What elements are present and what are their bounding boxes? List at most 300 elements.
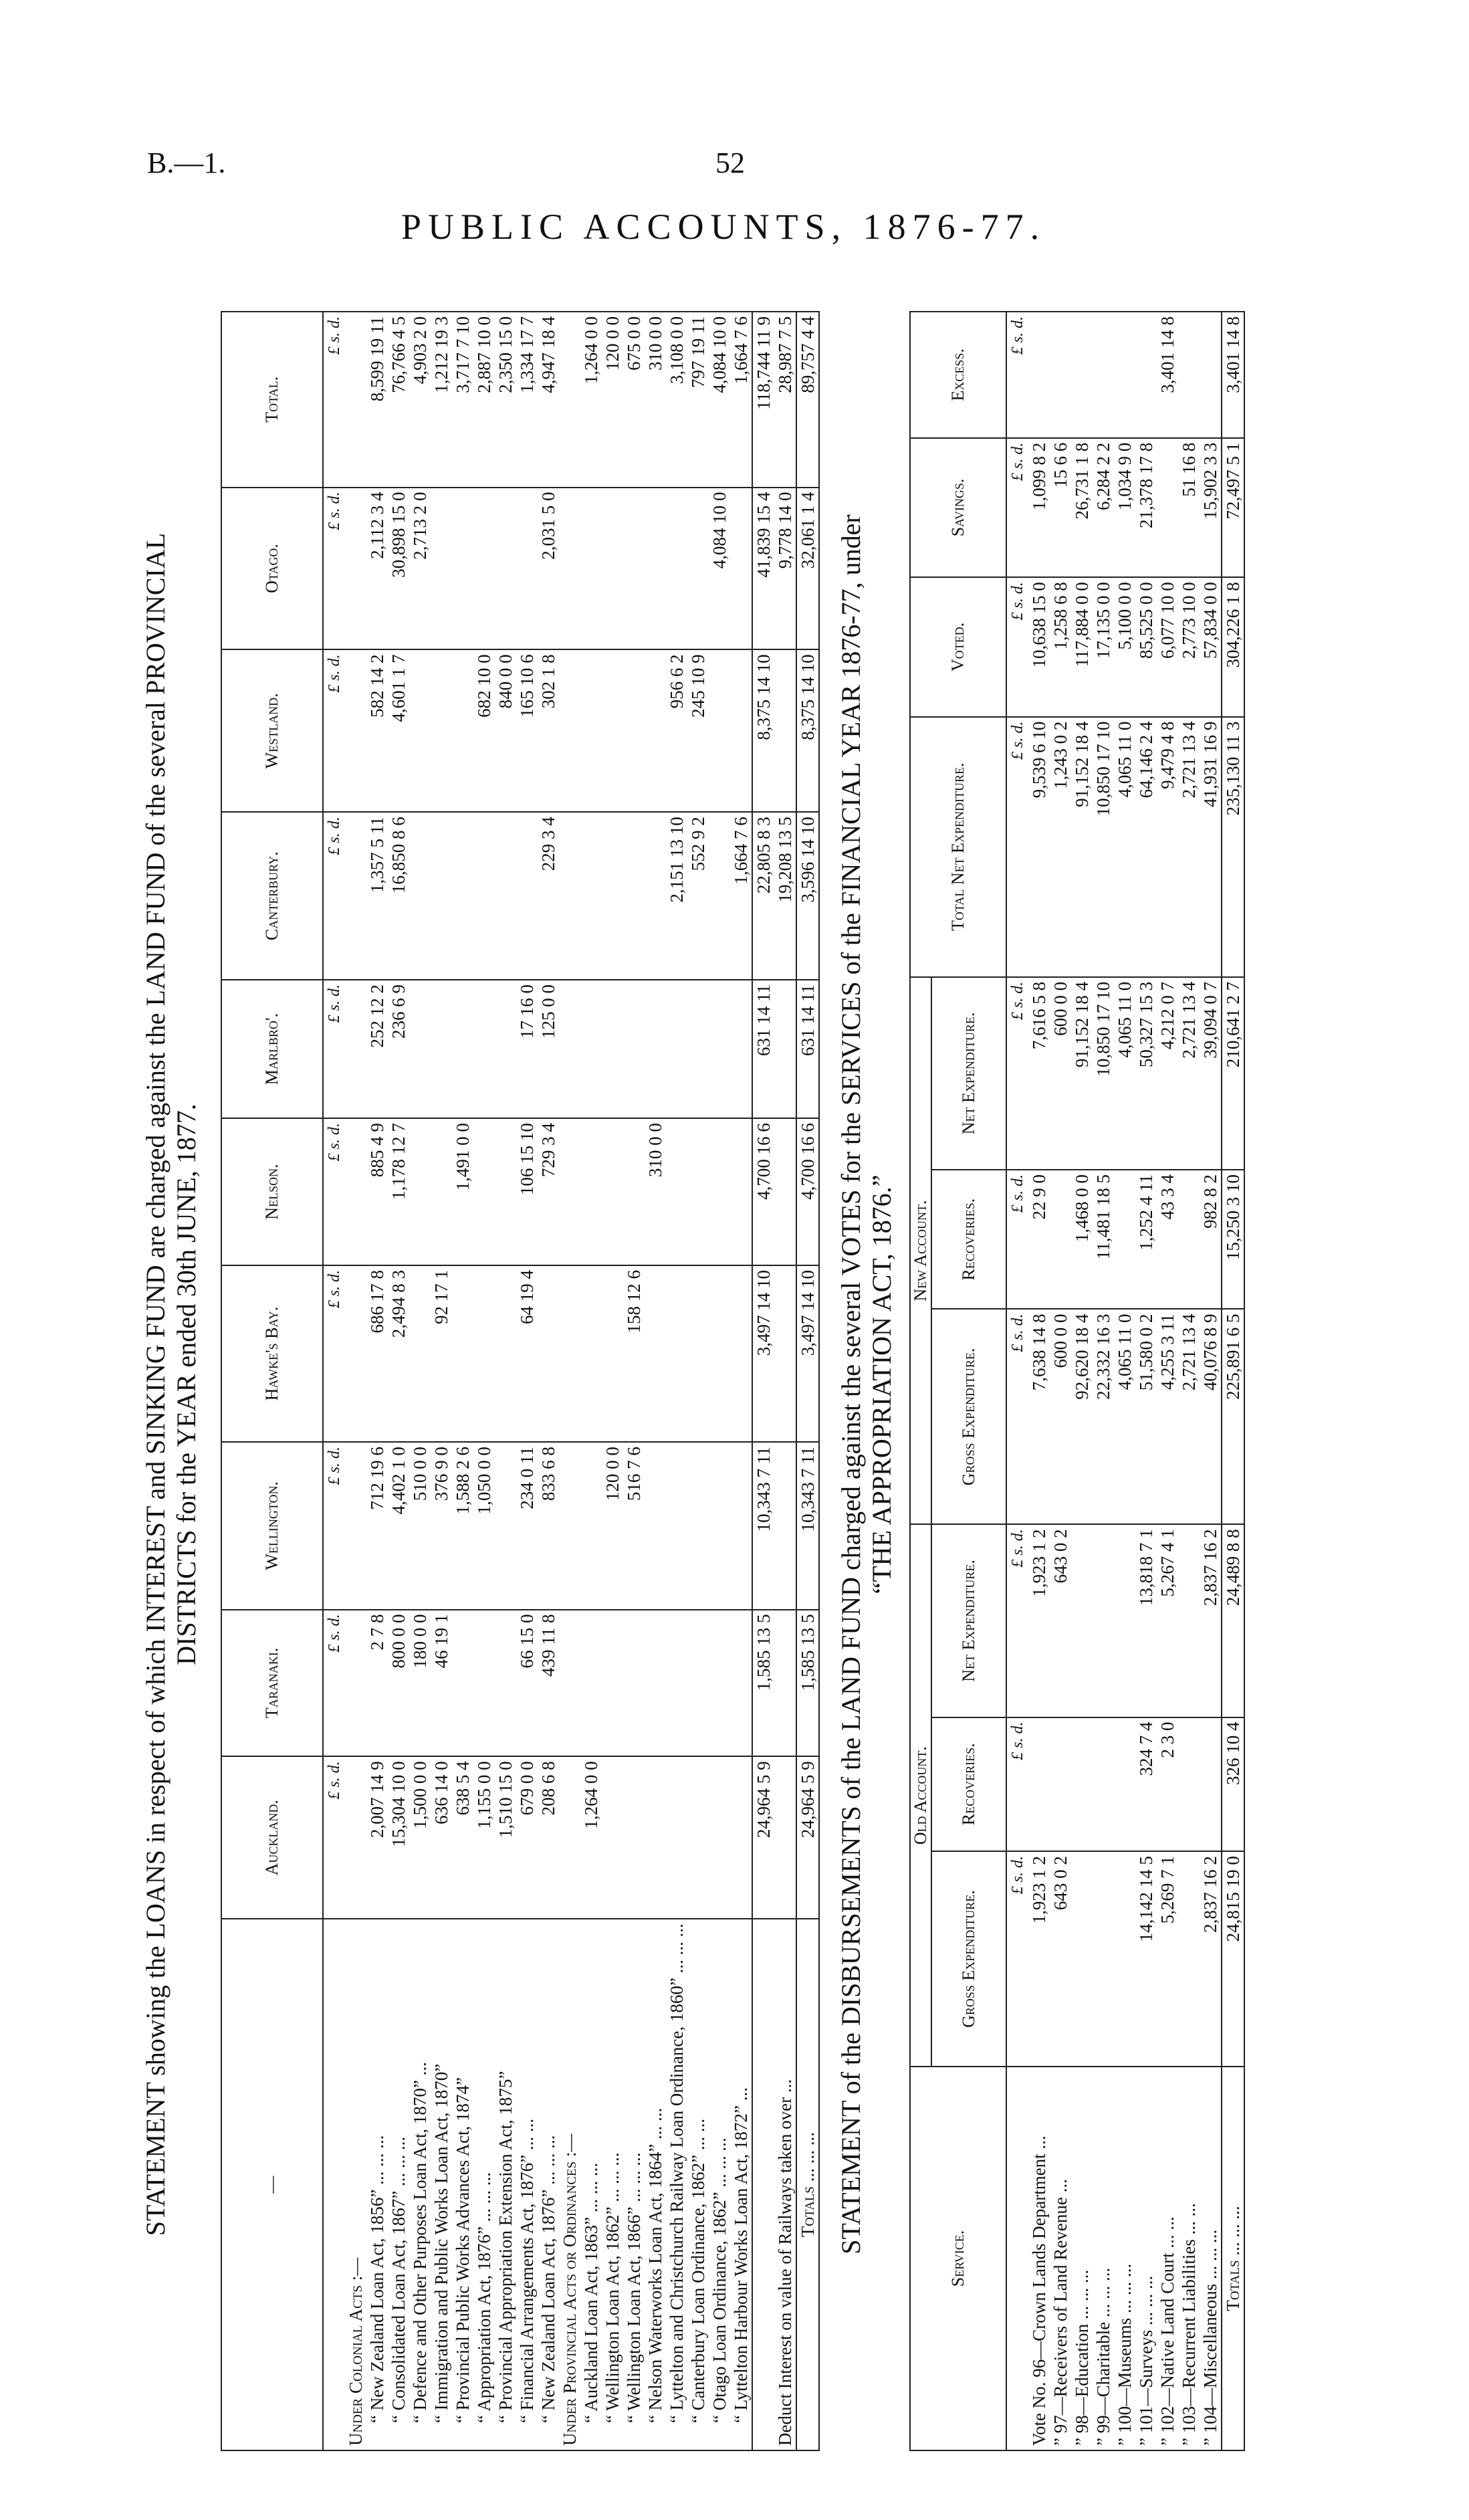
blank-cell (559, 1118, 580, 1265)
amount-cell (666, 980, 687, 1118)
amount-cell (1093, 1524, 1114, 1717)
amount-cell: 4,084 10 0 (709, 488, 730, 650)
amount-cell (730, 980, 752, 1118)
amount-cell (1178, 1170, 1200, 1309)
totals-row-label: Totals ... ... ... (796, 1919, 819, 2450)
amount-cell: 106 15 10 (516, 1118, 538, 1265)
amount-cell (473, 1265, 495, 1442)
page-title: PUBLIC ACCOUNTS, 1876-77. (401, 207, 1046, 247)
amount-cell: 3,497 14 10 (796, 1265, 819, 1442)
amount-cell (666, 1118, 687, 1265)
unit-label: £ s. d. (1006, 312, 1028, 438)
amount-cell: 4,903 2 0 (409, 312, 431, 488)
amount-cell: 64 19 4 (516, 1265, 538, 1442)
amount-cell (602, 1610, 623, 1757)
amount-cell: 76,766 4 5 (388, 312, 409, 488)
blank-cell (559, 1442, 580, 1609)
loans-col-header: Marlbro'. (221, 980, 323, 1118)
vote-service: ” 99—Charitable ... ... ... (1093, 2067, 1114, 2450)
amount-cell: 9,539 6 10 (1028, 717, 1050, 977)
vote-row (1071, 312, 1093, 2450)
amount-cell (580, 1610, 602, 1757)
unit-label: £ s. d. (323, 1610, 345, 1757)
loans-col-header: Hawke's Bay. (221, 1265, 323, 1442)
amount-cell: 4,065 11 0 (1114, 1309, 1135, 1524)
amount-cell: 302 1 8 (538, 649, 559, 812)
loan-row (366, 312, 388, 2450)
section-heading: Under Colonial Acts :— (345, 1919, 366, 2450)
blank-cell (345, 649, 366, 812)
amount-cell: 125 0 0 (538, 980, 559, 1118)
amount-cell: 85,525 0 0 (1135, 577, 1157, 716)
amount-cell (774, 1610, 796, 1757)
loans-col-header: Total. (221, 312, 323, 488)
unit-label: £ s. d. (1006, 438, 1028, 577)
amount-cell: 4,700 16 6 (752, 1118, 774, 1265)
amount-cell (666, 1265, 687, 1442)
amount-cell (452, 1265, 473, 1442)
disb-totals-label: Totals ... ... ... (1222, 2067, 1244, 2450)
amount-cell (709, 812, 730, 980)
amount-cell (666, 488, 687, 650)
loan-name: “ Auckland Loan Act, 1863” ... ... ... (580, 1919, 602, 2450)
loan-row (623, 312, 645, 2450)
amount-cell: 833 6 8 (538, 1442, 559, 1609)
loan-name: “ Financial Arrangements Act, 1876” ... ... (516, 1919, 538, 2450)
amount-cell (666, 1610, 687, 1757)
blank-cell (559, 812, 580, 980)
blank-cell (559, 649, 580, 812)
deduct-row (774, 312, 796, 2450)
amount-cell (409, 812, 431, 980)
amount-cell (645, 812, 666, 980)
amount-cell: 1,243 0 2 (1050, 717, 1071, 977)
section-heading: Under Provincial Acts or Ordinances :— (559, 1919, 580, 2450)
amount-cell: 2,151 13 10 (666, 812, 687, 980)
unit-label: £ s. d. (323, 1265, 345, 1442)
amount-cell (452, 649, 473, 812)
amount-cell: 2,721 13 4 (1178, 977, 1200, 1170)
unit-label: £ s. d. (323, 488, 345, 650)
amount-cell: 631 14 11 (796, 980, 819, 1118)
loan-name: “ Consolidated Loan Act, 1867” ... ... ... (388, 1919, 409, 2450)
amount-cell (431, 980, 452, 1118)
amount-cell: 1,500 0 0 (409, 1756, 431, 1919)
amount-cell: 675 0 0 (623, 312, 645, 488)
amount-cell: 2,721 13 4 (1178, 1309, 1200, 1524)
amount-cell: 225,891 6 5 (1222, 1309, 1244, 1524)
loans-col-header: Auckland. (221, 1756, 323, 1919)
amount-cell: 5,267 4 1 (1157, 1524, 1178, 1717)
amount-cell (409, 1265, 431, 1442)
amount-cell (774, 649, 796, 812)
blank-cell (345, 980, 366, 1118)
amount-cell (580, 1118, 602, 1265)
amount-cell: 28,987 7 5 (774, 312, 796, 488)
amount-cell: 210,641 2 7 (1222, 977, 1244, 1170)
amount-cell: 2,887 10 0 (473, 312, 495, 488)
section-row (559, 312, 580, 2450)
amount-cell (709, 1118, 730, 1265)
vote-row (1178, 312, 1200, 2450)
amount-cell (1114, 1170, 1135, 1309)
amount-cell: 180 0 0 (409, 1610, 431, 1757)
amount-cell: 4,065 11 0 (1114, 977, 1135, 1170)
unit-label: £ s. d. (1006, 1170, 1028, 1309)
deduct-row-label: Deduct Interest on value of Railways taken over ... (774, 1919, 796, 2450)
amount-cell (687, 1118, 709, 1265)
amount-cell: 1,212 19 3 (431, 312, 452, 488)
amount-cell (1178, 1851, 1200, 2067)
amount-cell (687, 1265, 709, 1442)
amount-cell: 5,100 0 0 (1114, 577, 1135, 716)
amount-cell: 19,208 13 5 (774, 812, 796, 980)
amount-cell (602, 812, 623, 980)
amount-cell: 310 0 0 (645, 312, 666, 488)
blank-cell (345, 1610, 366, 1757)
loan-name: “ New Zealand Loan Act, 1856” ... ... ... (366, 1919, 388, 2450)
amount-cell: 64,146 2 4 (1135, 717, 1157, 977)
loans-col-header: Taranaki. (221, 1610, 323, 1757)
amount-cell (645, 980, 666, 1118)
amount-cell: 643 0 2 (1050, 1851, 1071, 2067)
amount-cell: 252 12 2 (366, 980, 388, 1118)
amount-cell (730, 1610, 752, 1757)
amount-cell (452, 1610, 473, 1757)
amount-cell: 158 12 6 (623, 1265, 645, 1442)
amount-cell (602, 488, 623, 650)
amount-cell: 2,112 3 4 (366, 488, 388, 650)
amount-cell (602, 980, 623, 1118)
unit-label: £ s. d. (1006, 1851, 1028, 2067)
amount-cell (623, 980, 645, 1118)
disb-col-header: Savings. (910, 438, 1006, 577)
amount-cell (1178, 1717, 1200, 1852)
amount-cell: 89,757 4 4 (796, 312, 819, 488)
amount-cell (687, 1756, 709, 1919)
amount-cell (1093, 1717, 1114, 1852)
subtotal-row (752, 312, 774, 2450)
amount-cell (431, 488, 452, 650)
amount-cell: 1,258 6 8 (1050, 577, 1071, 716)
amount-cell (774, 1265, 796, 1442)
amount-cell (1071, 1524, 1093, 1717)
unit-label: £ s. d. (323, 1756, 345, 1919)
amount-cell (730, 1442, 752, 1609)
amount-cell (709, 980, 730, 1118)
amount-cell: 2 3 0 (1157, 1717, 1178, 1852)
unit-label: £ s. d. (1006, 577, 1028, 716)
amount-cell (774, 980, 796, 1118)
loan-name: “ Canterbury Loan Ordinance, 1862” ... ... (687, 1919, 709, 2450)
amount-cell: 510 0 0 (409, 1442, 431, 1609)
amount-cell: 92 17 1 (431, 1265, 452, 1442)
disb-col-header: Net Expenditure. (931, 1524, 1006, 1717)
amount-cell (580, 649, 602, 812)
amount-cell: 1,468 0 0 (1071, 1170, 1093, 1309)
statement2-caption-line1: STATEMENT of the DISBURSEMENTS of the LAND FUND charged against the several VOTES for the SERVICES of the FINANCIAL YEAR 1876-77, under (836, 514, 866, 2254)
amount-cell (580, 1442, 602, 1609)
amount-cell: 72,497 5 1 (1222, 438, 1244, 577)
amount-cell: 840 0 0 (495, 649, 516, 812)
amount-cell: 1,050 0 0 (473, 1442, 495, 1609)
amount-cell: 51,580 0 2 (1135, 1309, 1157, 1524)
unit-label: £ s. d. (323, 649, 345, 812)
loan-name: “ Nelson Waterworks Loan Act, 1864” ... ... (645, 1919, 666, 2450)
amount-cell (1050, 1170, 1071, 1309)
blank-cell (559, 980, 580, 1118)
amount-cell: 4,212 0 7 (1157, 977, 1178, 1170)
amount-cell: 1,588 2 6 (452, 1442, 473, 1609)
amount-cell (580, 812, 602, 980)
blank-cell (345, 1442, 366, 1609)
amount-cell: 1,264 0 0 (580, 1756, 602, 1919)
blank-cell (559, 488, 580, 650)
amount-cell: 117,884 0 0 (1071, 577, 1093, 716)
amount-cell: 3,401 14 8 (1222, 312, 1244, 438)
disbursements-table (909, 311, 1245, 2451)
blank-cell (345, 812, 366, 980)
disb-col-header: Recoveries. (931, 1717, 1006, 1852)
amount-cell: 92,620 18 4 (1071, 1309, 1093, 1524)
amount-cell: 310 0 0 (645, 1118, 666, 1265)
loans-col-header: Canterbury. (221, 812, 323, 980)
amount-cell: 13,818 7 1 (1135, 1524, 1157, 1717)
loan-name: “ New Zealand Loan Act, 1876” ... ... ... (538, 1919, 559, 2450)
amount-cell (666, 1442, 687, 1609)
amount-cell (1050, 1717, 1071, 1852)
disb-col-header: Gross Expenditure. (931, 1851, 1006, 2067)
document-code: B.—1. (147, 146, 226, 179)
amount-cell: 14,142 14 5 (1135, 1851, 1157, 2067)
amount-cell: 118,744 11 9 (752, 312, 774, 488)
amount-cell: 10,850 17 10 (1093, 717, 1114, 977)
amount-cell (1071, 1717, 1093, 1852)
amount-cell (602, 1118, 623, 1265)
amount-cell: 6,284 2 2 (1093, 438, 1114, 577)
amount-cell: 236 6 9 (388, 980, 409, 1118)
amount-cell: 1,664 7 6 (730, 812, 752, 980)
amount-cell (495, 1118, 516, 1265)
amount-cell (1114, 1717, 1135, 1852)
amount-cell (645, 649, 666, 812)
amount-cell: 15,902 3 3 (1200, 438, 1222, 577)
amount-cell (645, 488, 666, 650)
amount-cell: 686 17 8 (366, 1265, 388, 1442)
vote-row (1200, 312, 1222, 2450)
amount-cell: 797 19 11 (687, 312, 709, 488)
vote-service: ” 98—Education ... ... ... (1071, 2067, 1093, 2450)
unit-label: £ s. d. (1006, 977, 1028, 1170)
amount-cell (1071, 1851, 1093, 2067)
amount-cell: 2,713 2 0 (409, 488, 431, 650)
amount-cell (1071, 312, 1093, 438)
unit-label: £ s. d. (323, 1118, 345, 1265)
amount-cell: 3,717 7 10 (452, 312, 473, 488)
amount-cell: 120 0 0 (602, 312, 623, 488)
amount-cell (709, 649, 730, 812)
amount-cell: 1,491 0 0 (452, 1118, 473, 1265)
amount-cell: 4,255 3 11 (1157, 1309, 1178, 1524)
loan-name: “ Provincial Public Works Advances Act, 1874” (452, 1919, 473, 2450)
blank-cell (559, 312, 580, 488)
amount-cell: 2,837 16 2 (1200, 1851, 1222, 2067)
amount-cell (409, 980, 431, 1118)
loan-name: “ Lyttelton and Christchurch Railway Loan Ordinance, 1860” ... ... ... (666, 1919, 687, 2450)
blank-cell (345, 312, 366, 488)
amount-cell (645, 1265, 666, 1442)
amount-cell (1028, 1717, 1050, 1852)
disb-col-header: Service. (910, 2067, 1006, 2450)
vote-row (1093, 312, 1114, 2450)
amount-cell: 643 0 2 (1050, 1524, 1071, 1717)
amount-cell (516, 488, 538, 650)
amount-cell (473, 488, 495, 650)
totals-row (796, 312, 819, 2450)
vote-row (1157, 312, 1178, 2450)
amount-cell (602, 1265, 623, 1442)
amount-cell: 712 19 6 (366, 1442, 388, 1609)
unit-label: £ s. d. (323, 812, 345, 980)
amount-cell: 9,479 4 8 (1157, 717, 1178, 977)
amount-cell: 41,839 15 4 (752, 488, 774, 650)
amount-cell (473, 1118, 495, 1265)
new-account-header: New Account. (910, 977, 931, 1525)
amount-cell: 43 3 4 (1157, 1170, 1178, 1309)
amount-cell: 516 7 6 (623, 1442, 645, 1609)
amount-cell: 326 10 4 (1222, 1717, 1244, 1852)
amount-cell (580, 1265, 602, 1442)
amount-cell (623, 812, 645, 980)
blank-cell (559, 1756, 580, 1919)
amount-cell (1200, 1717, 1222, 1852)
amount-cell (1135, 312, 1157, 438)
amount-cell (730, 1118, 752, 1265)
amount-cell: 40,076 8 9 (1200, 1309, 1222, 1524)
unit-label: £ s. d. (323, 980, 345, 1118)
amount-cell (1093, 1851, 1114, 2067)
vote-service: ” 101—Surveys ... ... ... (1135, 2067, 1157, 2450)
amount-cell: 682 10 0 (473, 649, 495, 812)
amount-cell: 22 9 0 (1028, 1170, 1050, 1309)
amount-cell (431, 1118, 452, 1265)
amount-cell (623, 1118, 645, 1265)
amount-cell: 24,964 5 9 (752, 1756, 774, 1919)
disb-group-row (910, 312, 931, 2450)
amount-cell (1200, 312, 1222, 438)
blank-cell (345, 1756, 366, 1919)
amount-cell: 638 5 4 (452, 1756, 473, 1919)
amount-cell: 15 6 6 (1050, 438, 1071, 577)
amount-cell: 600 0 0 (1050, 977, 1071, 1170)
amount-cell (409, 1118, 431, 1265)
amount-cell (687, 1610, 709, 1757)
amount-cell (687, 980, 709, 1118)
amount-cell: 6,077 10 0 (1157, 577, 1178, 716)
amount-cell: 165 10 6 (516, 649, 538, 812)
amount-cell: 4,065 11 0 (1114, 717, 1135, 977)
amount-cell: 10,850 17 10 (1093, 977, 1114, 1170)
amount-cell (602, 649, 623, 812)
amount-cell: 439 11 8 (538, 1610, 559, 1757)
amount-cell: 1,034 9 0 (1114, 438, 1135, 577)
statement2-caption (836, 254, 897, 2515)
amount-cell: 885 4 9 (366, 1118, 388, 1265)
amount-cell (730, 1265, 752, 1442)
unit-label: £ s. d. (1006, 1309, 1028, 1524)
blank-cell (345, 1265, 366, 1442)
unit-label: £ s. d. (323, 1442, 345, 1609)
vote-service: ” 103—Recurrent Liabilities ... ... (1178, 2067, 1200, 2450)
amount-cell: 120 0 0 (602, 1442, 623, 1609)
amount-cell: 245 10 9 (687, 649, 709, 812)
amount-cell (580, 488, 602, 650)
loans-col-header: Otago. (221, 488, 323, 650)
amount-cell: 10,343 7 11 (796, 1442, 819, 1609)
statement2-caption-line2: “THE APPROPRIATION ACT, 1876.” (867, 1174, 897, 1594)
amount-cell: 229 3 4 (538, 812, 559, 980)
amount-cell: 636 14 0 (431, 1756, 452, 1919)
statement1-caption-line2: DISTRICTS for the YEAR ended 30th JUNE, 1877. (171, 1104, 201, 1665)
amount-cell: 32,061 1 4 (796, 488, 819, 650)
vote-service: Vote No. 96—Crown Lands Department ... (1028, 2067, 1050, 2450)
amount-cell (431, 812, 452, 980)
amount-cell (774, 1756, 796, 1919)
amount-cell (730, 649, 752, 812)
amount-cell (1114, 312, 1135, 438)
amount-cell: 1,923 1 2 (1028, 1851, 1050, 2067)
amount-cell: 729 3 4 (538, 1118, 559, 1265)
old-account-header: Old Account. (910, 1524, 931, 2067)
amount-cell: 1,923 1 2 (1028, 1524, 1050, 1717)
unit-label: £ s. d. (1006, 717, 1028, 977)
loan-row (388, 312, 409, 2450)
amount-cell: 8,599 19 11 (366, 312, 388, 488)
amount-cell: 10,638 15 0 (1028, 577, 1050, 716)
amount-cell (623, 488, 645, 650)
loan-name: “ Wellington Loan Act, 1866” ... ... ... (623, 1919, 645, 2450)
blank-cell (559, 1265, 580, 1442)
amount-cell (1028, 312, 1050, 438)
unit-label: £ s. d. (323, 312, 345, 488)
vote-row (1135, 312, 1157, 2450)
amount-cell (1114, 1524, 1135, 1717)
amount-cell: 324 7 4 (1135, 1717, 1157, 1852)
amount-cell: 1,585 13 5 (796, 1610, 819, 1757)
amount-cell: 1,585 13 5 (752, 1610, 774, 1757)
amount-cell (580, 980, 602, 1118)
loan-row (730, 312, 752, 2450)
loans-header-row (221, 312, 323, 2450)
amount-cell: 304,226 1 8 (1222, 577, 1244, 716)
amount-cell (1093, 312, 1114, 438)
amount-cell: 4,601 1 7 (388, 649, 409, 812)
amount-cell (452, 812, 473, 980)
loan-row (709, 312, 730, 2450)
amount-cell: 26,731 1 8 (1071, 438, 1093, 577)
disb-col-header: Excess. (910, 312, 1006, 438)
amount-cell (709, 1756, 730, 1919)
amount-cell (495, 980, 516, 1118)
amount-cell: 234 0 11 (516, 1442, 538, 1609)
amount-cell: 21,378 17 8 (1135, 438, 1157, 577)
amount-cell: 208 6 8 (538, 1756, 559, 1919)
amount-cell: 552 9 2 (687, 812, 709, 980)
amount-cell: 4,402 1 0 (388, 1442, 409, 1609)
amount-cell (709, 1265, 730, 1442)
amount-cell: 1,664 7 6 (730, 312, 752, 488)
amount-cell: 800 0 0 (388, 1610, 409, 1757)
